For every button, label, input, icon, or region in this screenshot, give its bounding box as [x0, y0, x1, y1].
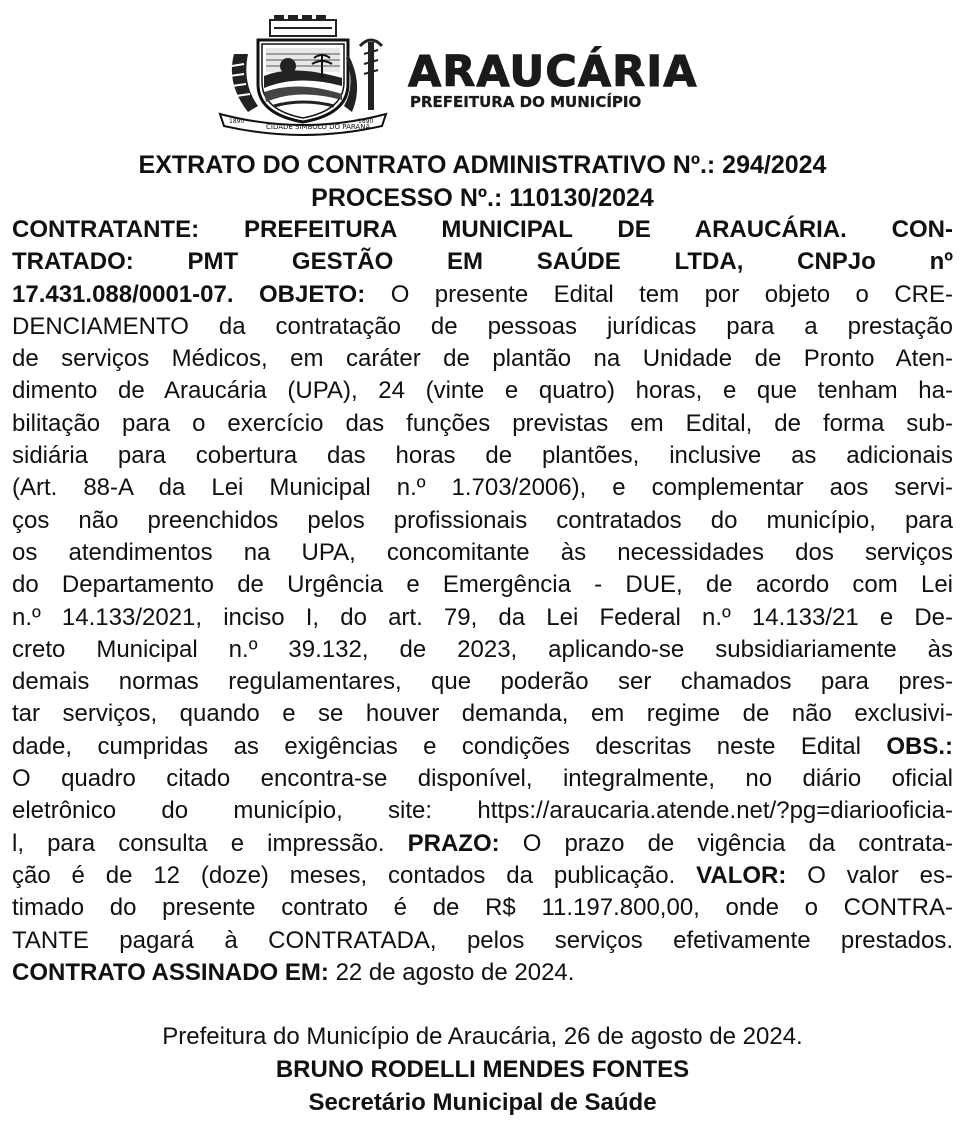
body-line: CONTRATANTE: PREFEITURA MUNICIPAL DE ARAUCÁRIA. CON-: [12, 216, 953, 243]
brand-name: ARAUCÁRIA: [408, 47, 698, 97]
signatory-name: BRUNO RODELLI MENDES FONTES: [275, 1056, 690, 1083]
body-line: O quadro citado encontra-se disponível, integralmente, no diário oficial: [12, 765, 953, 793]
body-line: bilitação para o exercício das funções previstas em Edital, de forma sub-: [12, 409, 953, 437]
body-line: creto Municipal n.º 39.132, de 2023, aplicando-se subsidiariamente às: [12, 635, 953, 663]
body-line: dimento de Araucária (UPA), 24 (vinte e quatro) horas, e que tenham ha-: [12, 377, 953, 405]
body-line: eletrônico do município, site: https://araucaria.atende.net/?pg=diariooficia-: [12, 797, 953, 825]
contract-body: [12, 214, 953, 989]
brand-subtitle: PREFEITURA DO MUNICÍPIO: [410, 93, 642, 111]
body-line: do Departamento de Urgência e Emergência - DUE, de acordo com Lei: [12, 571, 953, 599]
process-number: PROCESSO Nº.: 110130/2024: [311, 184, 654, 212]
body-line: ços não preenchidos pelos profissionais contratados do município, para: [12, 506, 953, 534]
body-line: DENCIAMENTO da contratação de pessoas jurídicas para a prestação: [12, 312, 953, 340]
body-line: 17.431.088/0001-07. OBJETO: O presente Edital tem por objeto o CRE-: [12, 280, 953, 308]
document-title: EXTRATO DO CONTRATO ADMINISTRATIVO Nº.: 294/2024: [138, 151, 827, 179]
body-line: (Art. 88-A da Lei Municipal n.º 1.703/2006), e complementar aos servi-: [12, 474, 953, 502]
body-line: dade, cumpridas as exigências e condições descritas neste Edital OBS.:: [12, 732, 953, 760]
body-line: n.º 14.133/2021, inciso I, do art. 79, da Lei Federal n.º 14.133/21 e De-: [12, 603, 953, 631]
body-line: l, para consulta e impressão. PRAZO: O prazo de vigência da contrata-: [12, 829, 953, 857]
body-line: ção é de 12 (doze) meses, contados da publicação. VALOR: O valor es-: [12, 861, 953, 889]
signatory-role: Secretário Municipal de Saúde: [308, 1089, 657, 1116]
crest-year-left: 1890: [229, 118, 245, 125]
crest-motto: CIDADE SÍMBOLO DO PARANÁ: [266, 123, 371, 131]
body-line: sidiária para cobertura das horas de plantões, inclusive as adicionais: [12, 442, 953, 470]
body-line: de serviços Médicos, em caráter de plantão na Unidade de Pronto Aten-: [12, 345, 953, 373]
municipality-brand: [408, 47, 753, 111]
municipal-crest-icon: [218, 14, 393, 136]
body-line: tar serviços, quando e se houver demanda, em regime de não exclusivi-: [12, 700, 953, 728]
body-line: TANTE pagará à CONTRATADA, pelos serviços efetivamente prestados.: [12, 926, 953, 954]
body-line: os atendimentos na UPA, concomitante às necessidades dos serviços: [12, 538, 953, 566]
body-line: timado do presente contrato é de R$ 11.197.800,00, onde o CONTRA-: [12, 894, 953, 922]
body-line: demais normas regulamentares, que poderão ser chamados para pres-: [12, 668, 953, 696]
document-header: [0, 8, 965, 138]
crest-year-right: 1890: [358, 118, 374, 125]
signed-date-line: CONTRATO ASSINADO EM: 22 de agosto de 2024.: [12, 958, 575, 986]
place-and-date: Prefeitura do Município de Araucária, 26 de agosto de 2024.: [162, 1023, 803, 1050]
body-line: TRATADO: PMT GESTÃO EM SAÚDE LTDA, CNPJo nº: [12, 248, 953, 276]
